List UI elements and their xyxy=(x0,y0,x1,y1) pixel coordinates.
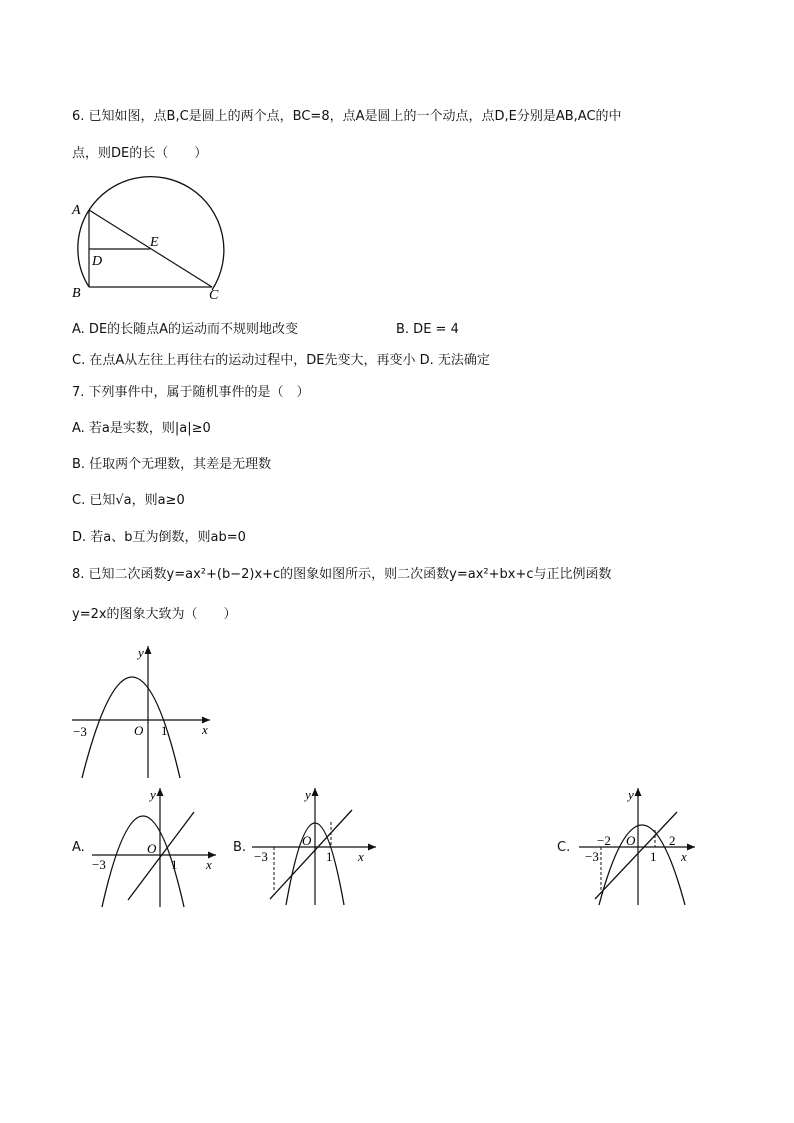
tick-label-neg3: −3 xyxy=(73,724,87,739)
q7-option-a: A. 若a是实数，则|a|≥0 xyxy=(72,421,211,436)
q8-option-a-label: A. xyxy=(72,840,85,855)
q8-option-c-graph xyxy=(575,785,710,910)
axis-label-y: y xyxy=(138,645,144,660)
svg-text:O: O xyxy=(626,833,636,848)
tick-label-1: 1 xyxy=(161,723,168,738)
svg-text:2: 2 xyxy=(669,833,676,848)
svg-text:x: x xyxy=(358,849,364,864)
q6-stem-line1: 6. 已知如图，点B,C是圆上的两个点，BC=8，点A是圆上的一个动点，点D,E分别是AB,AC的中 xyxy=(72,109,622,124)
svg-text:1: 1 xyxy=(650,849,657,864)
q8-option-a-graph xyxy=(88,785,223,910)
line-y-2x xyxy=(128,812,194,900)
axis-label-x: x xyxy=(202,722,208,737)
q6-circle-arc xyxy=(89,177,224,290)
origin-label: O xyxy=(134,723,144,738)
svg-text:y: y xyxy=(628,787,634,802)
svg-text:y: y xyxy=(150,787,156,802)
line-y-2x xyxy=(595,812,677,899)
q6-option-b: B. DE = 4 xyxy=(396,322,459,337)
svg-text:O: O xyxy=(302,833,312,848)
q8-stem-line2: y=2x的图象大致为（ ） xyxy=(72,607,237,622)
q8-given-graph xyxy=(68,642,218,782)
q8-option-c-label: C. xyxy=(557,840,571,855)
q6-stem-line2: 点，则DE的长（ ） xyxy=(72,146,208,161)
q6-label-b: B xyxy=(72,286,81,301)
svg-text:x: x xyxy=(206,857,212,872)
svg-text:x: x xyxy=(681,849,687,864)
svg-text:−3: −3 xyxy=(92,857,106,872)
q7-option-d: D. 若a、b互为倒数，则ab=0 xyxy=(72,530,246,545)
q6-option-a: A. DE的长随点A的运动而不规则地改变 xyxy=(72,322,299,337)
svg-text:−2: −2 xyxy=(597,833,611,848)
q8-stem-line1: 8. 已知二次函数y=ax²+(b−2)x+c的图象如图所示，则二次函数y=ax²+bx+c与正比例函数 xyxy=(72,567,612,582)
q6-label-a: A xyxy=(72,203,81,218)
svg-text:−3: −3 xyxy=(585,849,599,864)
svg-text:1: 1 xyxy=(171,857,178,872)
q7-stem: 7. 下列事件中，属于随机事件的是（ ） xyxy=(72,385,310,400)
q7-option-b: B. 任取两个无理数，其差是无理数 xyxy=(72,457,272,472)
q6-option-cd: C. 在点A从左往上再往右的运动过程中，DE先变大，再变小 D. 无法确定 xyxy=(72,353,490,368)
svg-text:O: O xyxy=(147,841,157,856)
q8-option-b-graph xyxy=(248,785,383,910)
q6-label-c: C xyxy=(209,288,219,303)
svg-text:−3: −3 xyxy=(254,849,268,864)
q7-option-c: C. 已知√a，则a≥0 xyxy=(72,493,185,508)
q6-circle-figure xyxy=(62,172,232,307)
svg-text:y: y xyxy=(305,787,311,802)
q6-label-e: E xyxy=(150,235,159,250)
q8-option-b-label: B. xyxy=(233,840,247,855)
q6-label-d: D xyxy=(92,254,103,269)
svg-text:1: 1 xyxy=(326,849,333,864)
